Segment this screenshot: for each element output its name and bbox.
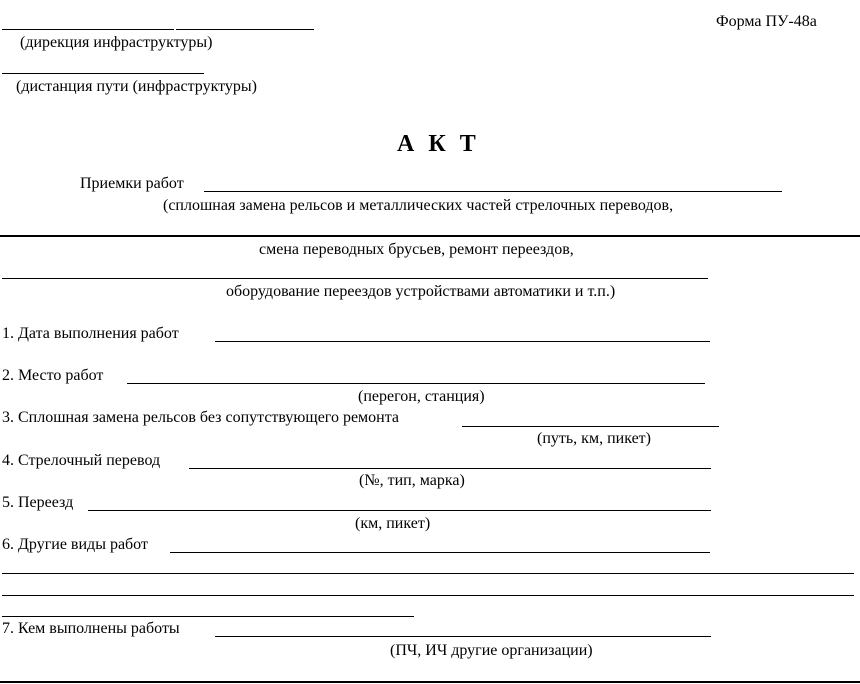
- divider-bottom: [0, 681, 860, 683]
- item-crossing-label: 5. Переезд: [2, 494, 74, 511]
- acceptance-line-2[interactable]: [2, 278, 708, 279]
- item-performer-line[interactable]: [215, 636, 711, 637]
- acceptance-caption-2: смена переводных брусьев, ремонт переездов,: [259, 241, 574, 258]
- item-place-label: 2. Место работ: [2, 367, 104, 384]
- item-switch-label: 4. Стрелочный перевод: [2, 452, 161, 469]
- document-title: А К Т: [397, 131, 480, 157]
- item-date-line[interactable]: [215, 341, 710, 342]
- acceptance-line[interactable]: [204, 191, 782, 192]
- directorate-line-right: [176, 29, 314, 30]
- item-other-line[interactable]: [170, 552, 710, 553]
- item-place-hint: (перегон, станция): [358, 388, 485, 405]
- divider-top: [0, 235, 860, 237]
- distance-line: [2, 73, 204, 74]
- distance-caption: (дистанция пути (инфраструктуры): [16, 78, 258, 95]
- acceptance-caption-3: оборудование переездов устройствами автоматики и т.п.): [226, 283, 616, 300]
- form-code: Форма ПУ-48а: [716, 13, 817, 30]
- item-place-line[interactable]: [127, 383, 705, 384]
- acceptance-caption-1: (сплошная замена рельсов и металлических частей стрелочных переводов,: [163, 197, 674, 214]
- item-other-label: 6. Другие виды работ: [2, 536, 148, 553]
- directorate-caption: (дирекция инфраструктуры): [20, 34, 213, 51]
- item-other-line-4[interactable]: [2, 616, 414, 617]
- item-switch-line[interactable]: [189, 468, 711, 469]
- item-other-line-2[interactable]: [2, 573, 854, 574]
- item-crossing-line[interactable]: [88, 510, 711, 511]
- directorate-line-left: [2, 29, 174, 30]
- item-other-line-3[interactable]: [2, 595, 854, 596]
- item-crossing-hint: (км, пикет): [355, 515, 431, 532]
- item-performer-label: 7. Кем выполнены работы: [2, 620, 180, 637]
- item-rails-hint: (путь, км, пикет): [537, 430, 651, 447]
- item-switch-hint: (№, тип, марка): [359, 472, 465, 489]
- item-performer-hint: (ПЧ, ИЧ другие организации): [390, 642, 593, 659]
- item-rails-label: 3. Сплошная замена рельсов без сопутствующего ремонта: [2, 409, 400, 426]
- acceptance-label: Приемки работ: [80, 175, 184, 192]
- item-date-label: 1. Дата выполнения работ: [2, 325, 179, 342]
- item-rails-line[interactable]: [462, 426, 719, 427]
